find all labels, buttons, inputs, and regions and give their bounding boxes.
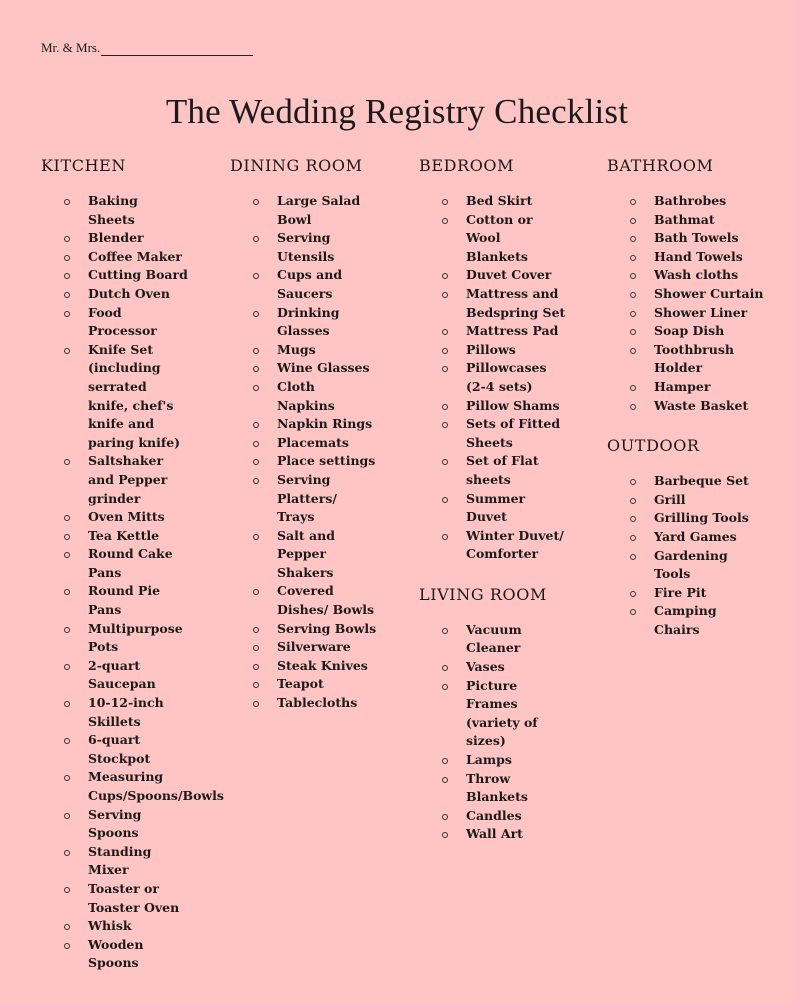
checklist-item-label: Multipurpose Pots	[88, 620, 183, 655]
circle-bullet-icon[interactable]	[64, 199, 70, 205]
checklist-item[interactable]	[41, 768, 224, 805]
circle-bullet-icon[interactable]	[64, 627, 70, 633]
circle-bullet-icon[interactable]	[630, 292, 636, 298]
checklist-item-label: Pillow Shams	[466, 397, 560, 413]
checklist-item-label: Baking Sheets	[88, 193, 138, 227]
checklist-item-label: Bathmat	[654, 211, 715, 227]
checklist-item[interactable]	[607, 397, 764, 416]
circle-bullet-icon[interactable]	[253, 199, 259, 205]
checklist-item[interactable]	[230, 434, 377, 453]
checklist-item[interactable]	[230, 452, 377, 471]
checklist-item-label: Gardening Tools	[654, 547, 728, 582]
circle-bullet-icon[interactable]	[64, 534, 70, 540]
circle-bullet-icon[interactable]	[630, 516, 636, 522]
checklist-item[interactable]	[41, 582, 188, 619]
checklist-item[interactable]	[41, 285, 188, 304]
circle-bullet-icon[interactable]	[442, 832, 448, 838]
checklist-item-label: Throw Blankets	[466, 770, 528, 805]
checklist-item-label: Bed Skirt	[466, 193, 533, 208]
checklist-item[interactable]	[607, 341, 764, 378]
checklist-item[interactable]	[607, 266, 764, 285]
circle-bullet-icon[interactable]	[253, 236, 259, 242]
checklist-item-label: Summer Duvet	[466, 490, 526, 525]
checklist-item-label: Barbeque Set	[654, 473, 749, 489]
circle-bullet-icon[interactable]	[630, 236, 636, 242]
checklist-item[interactable]	[419, 490, 566, 527]
checklist-item-label: Round Pie Pans	[88, 583, 161, 618]
circle-bullet-icon[interactable]	[253, 441, 259, 447]
checklist-item-label: Oven Mitts	[88, 509, 165, 525]
checklist-item[interactable]	[419, 359, 566, 396]
circle-bullet-icon[interactable]	[630, 348, 636, 354]
checklist-item-label: Shower Curtain	[654, 285, 764, 301]
circle-bullet-icon[interactable]	[64, 664, 70, 670]
checklist-item[interactable]	[41, 657, 188, 694]
checklist-item[interactable]	[230, 582, 377, 619]
checklist-item[interactable]	[419, 192, 566, 211]
checklist-item[interactable]	[41, 341, 188, 453]
checklist-item-label: Steak Knives	[277, 657, 368, 673]
circle-bullet-icon[interactable]	[630, 479, 636, 485]
circle-bullet-icon[interactable]	[442, 758, 448, 764]
circle-bullet-icon[interactable]	[253, 478, 259, 484]
checklist-item[interactable]	[607, 584, 764, 603]
item-list-living-room	[419, 621, 607, 844]
checklist-item[interactable]	[419, 341, 566, 360]
circle-bullet-icon[interactable]	[64, 775, 70, 781]
circle-bullet-icon[interactable]	[630, 385, 636, 391]
checklist-item-label: Tea Kettle	[88, 527, 160, 543]
column-bathroom-outdoor	[607, 155, 794, 639]
checklist-item-label: Picture Frames (variety of sizes)	[466, 677, 538, 749]
circle-bullet-icon[interactable]	[64, 255, 70, 261]
circle-bullet-icon[interactable]	[253, 366, 259, 372]
checklist-item-label: Lamps	[466, 752, 512, 768]
checklist-item-label: Drinking Glasses	[277, 304, 340, 339]
item-list-bathroom	[607, 192, 794, 415]
checklist-item-label: Silverware	[277, 639, 351, 655]
checklist-item[interactable]	[419, 415, 566, 452]
checklist-item-label: Placemats	[277, 434, 349, 450]
checklist-item-label: Dutch Oven	[88, 285, 170, 301]
checklist-item-label: Wall Art	[466, 826, 523, 842]
circle-bullet-icon[interactable]	[64, 348, 70, 354]
checklist-item[interactable]	[607, 472, 764, 491]
circle-bullet-icon[interactable]	[64, 552, 70, 558]
circle-bullet-icon[interactable]	[630, 609, 636, 615]
checklist-item-label: Place settings	[277, 453, 376, 469]
circle-bullet-icon[interactable]	[442, 348, 448, 354]
checklist-item[interactable]	[230, 359, 377, 378]
checklist-item[interactable]	[607, 285, 764, 304]
checklist-item-label: Standing Mixer	[88, 843, 152, 878]
circle-bullet-icon[interactable]	[64, 459, 70, 465]
checklist-item[interactable]	[41, 620, 188, 657]
checklist-item-label: Wooden Spoons	[88, 936, 144, 971]
section-heading-kitchen: KITCHEN	[41, 156, 127, 175]
checklist-item-label: Candles	[466, 807, 522, 823]
checklist-item-label: Napkin Rings	[277, 416, 373, 432]
circle-bullet-icon[interactable]	[442, 459, 448, 465]
circle-bullet-icon[interactable]	[253, 273, 259, 279]
checklist-item[interactable]	[607, 211, 764, 230]
checklist-item-label: Soap Dish	[654, 323, 725, 339]
checklist-item-label: Mugs	[277, 341, 316, 357]
checklist-item[interactable]	[41, 880, 188, 917]
checklist-item[interactable]	[41, 731, 188, 768]
circle-bullet-icon[interactable]	[64, 701, 70, 707]
checklist-item[interactable]	[419, 621, 566, 658]
circle-bullet-icon[interactable]	[64, 850, 70, 856]
checklist-item[interactable]	[41, 192, 188, 229]
circle-bullet-icon[interactable]	[64, 311, 70, 317]
circle-bullet-icon[interactable]	[253, 311, 259, 317]
checklist-item-label: Waste Basket	[654, 397, 749, 413]
checklist-item[interactable]	[230, 620, 377, 639]
checklist-item-label: Serving Bowls	[277, 620, 377, 636]
checklist-item-label: Bath Towels	[654, 230, 739, 246]
checklist-item[interactable]	[607, 491, 764, 510]
circle-bullet-icon[interactable]	[442, 814, 448, 820]
checklist-item-label: Measuring Cups/Spoons/Bowls	[88, 769, 224, 803]
checklist-item[interactable]	[230, 471, 377, 527]
checklist-item[interactable]	[419, 658, 566, 677]
checklist-item[interactable]	[230, 378, 377, 415]
checklist-item-label: Food Processor	[88, 304, 157, 339]
circle-bullet-icon[interactable]	[253, 422, 259, 428]
checklist-item[interactable]	[419, 211, 566, 267]
item-list-dining-room	[230, 192, 418, 713]
checklist-item[interactable]	[41, 936, 188, 973]
checklist-item[interactable]	[230, 527, 377, 583]
checklist-item[interactable]	[607, 528, 764, 547]
circle-bullet-icon[interactable]	[253, 682, 259, 688]
circle-bullet-icon[interactable]	[64, 273, 70, 279]
circle-bullet-icon[interactable]	[630, 591, 636, 597]
checklist-item[interactable]	[419, 807, 566, 826]
checklist-item-label: Sets of Fitted Sheets	[466, 416, 561, 450]
circle-bullet-icon[interactable]	[64, 813, 70, 819]
circle-bullet-icon[interactable]	[442, 366, 448, 372]
circle-bullet-icon[interactable]	[630, 255, 636, 261]
checklist-item-label: Grilling Tools	[654, 510, 749, 526]
item-list-bedroom	[419, 192, 607, 564]
checklist-item-label: Bathrobes	[654, 193, 727, 208]
checklist-item[interactable]	[41, 806, 188, 843]
checklist-item[interactable]	[41, 304, 188, 341]
checklist-item-label: Cotton or Wool Blankets	[466, 211, 533, 264]
circle-bullet-icon[interactable]	[442, 404, 448, 410]
checklist-item[interactable]	[607, 602, 764, 639]
circle-bullet-icon[interactable]	[442, 497, 448, 503]
circle-bullet-icon[interactable]	[64, 236, 70, 242]
circle-bullet-icon[interactable]	[630, 218, 636, 224]
circle-bullet-icon[interactable]	[253, 348, 259, 354]
checklist-item-label: 10-12-inch Skillets	[88, 695, 164, 729]
checklist-item[interactable]	[41, 452, 188, 508]
checklist-item[interactable]	[41, 694, 188, 731]
checklist-item[interactable]	[419, 452, 566, 489]
checklist-item-label: Saltshaker and Pepper grinder	[88, 453, 168, 506]
checklist-item-label: Toaster or Toaster Oven	[88, 880, 180, 915]
circle-bullet-icon[interactable]	[64, 515, 70, 521]
checklist-item[interactable]	[41, 843, 188, 880]
checklist-item[interactable]	[419, 770, 566, 807]
checklist-item[interactable]	[419, 397, 566, 416]
checklist-item[interactable]	[41, 545, 188, 582]
checklist-item[interactable]	[230, 229, 377, 266]
checklist-item[interactable]	[230, 638, 377, 657]
circle-bullet-icon[interactable]	[442, 665, 448, 671]
circle-bullet-icon[interactable]	[442, 628, 448, 634]
checklist-item-label: Vacuum Cleaner	[466, 621, 522, 656]
section-heading-dining-room: DINING ROOM	[230, 156, 363, 175]
checklist-item[interactable]	[419, 825, 566, 844]
checklist-item[interactable]	[41, 248, 188, 267]
circle-bullet-icon[interactable]	[64, 738, 70, 744]
checklist-item-label: Cups and Saucers	[277, 267, 343, 301]
circle-bullet-icon[interactable]	[630, 535, 636, 541]
checklist-item[interactable]	[230, 341, 377, 360]
page-title: The Wedding Registry Checklist	[165, 92, 629, 131]
circle-bullet-icon[interactable]	[630, 404, 636, 410]
checklist-item-label: Tablecloths	[277, 695, 358, 711]
circle-bullet-icon[interactable]	[630, 329, 636, 335]
checklist-item-label: Winter Duvet/ Comforter	[466, 527, 564, 562]
checklist-item-label: Salt and Pepper Shakers	[277, 527, 335, 580]
checklist-item[interactable]	[419, 527, 566, 564]
circle-bullet-icon[interactable]	[630, 199, 636, 205]
section-heading-outdoor: OUTDOOR	[607, 436, 700, 456]
checklist-item-label: Camping Chairs	[654, 603, 717, 637]
circle-bullet-icon[interactable]	[64, 887, 70, 893]
checklist-item-label: Toothbrush Holder	[654, 341, 734, 376]
checklist-item-label: Covered Dishes/ Bowls	[277, 583, 375, 618]
checklist-item-label: Mattress and Bedspring Set	[466, 285, 566, 320]
column-bedroom-living-room	[419, 155, 607, 844]
checklist-item[interactable]	[607, 192, 764, 211]
checklist-item[interactable]	[41, 527, 188, 546]
circle-bullet-icon[interactable]	[253, 627, 259, 633]
checklist-item-label: Knife Set (including serrated knife, chef's knife and paring knife)	[88, 341, 181, 450]
checklist-item-label: Coffee Maker	[88, 248, 182, 264]
checklist-item-label: Whisk	[88, 918, 132, 934]
item-list-kitchen	[41, 192, 229, 973]
checklist-item-label: Shower Liner	[654, 304, 748, 320]
checklist-item-label: Hamper	[654, 378, 711, 394]
circle-bullet-icon[interactable]	[442, 292, 448, 298]
checklist-item[interactable]	[230, 675, 377, 694]
checklist-item-label: Fire Pit	[654, 584, 707, 600]
section-heading-bedroom: BEDROOM	[419, 156, 515, 175]
checklist-item[interactable]	[230, 415, 377, 434]
item-list-outdoor	[607, 472, 794, 639]
checklist-item-label: 6-quart Stockpot	[88, 732, 151, 766]
circle-bullet-icon[interactable]	[64, 924, 70, 930]
circle-bullet-icon[interactable]	[253, 459, 259, 465]
checklist-item[interactable]	[607, 304, 764, 323]
circle-bullet-icon[interactable]	[630, 554, 636, 560]
circle-bullet-icon[interactable]	[630, 273, 636, 279]
checklist-item[interactable]	[419, 751, 566, 770]
checklist-item-label: Pillows	[466, 341, 516, 357]
circle-bullet-icon[interactable]	[630, 498, 636, 504]
checklist-item[interactable]	[230, 192, 377, 229]
checklist-item[interactable]	[230, 657, 377, 676]
checklist-item-label: Serving Platters/ Trays	[277, 471, 337, 525]
circle-bullet-icon[interactable]	[442, 777, 448, 783]
checklist-item[interactable]	[41, 508, 188, 527]
checklist-item[interactable]	[607, 547, 764, 584]
checklist-item-label: Wine Glasses	[277, 360, 370, 376]
checklist-item-label: Grill	[654, 491, 686, 507]
checklist-item[interactable]	[419, 285, 566, 322]
checklist-item[interactable]	[607, 322, 764, 341]
circle-bullet-icon[interactable]	[442, 273, 448, 279]
section-heading-bathroom: BATHROOM	[607, 156, 714, 175]
names-blank-line[interactable]	[101, 43, 253, 56]
circle-bullet-icon[interactable]	[442, 684, 448, 690]
checklist-item[interactable]	[607, 509, 764, 528]
checklist-item-label: Pillowcases (2-4 sets)	[466, 360, 547, 394]
checklist-item[interactable]	[419, 322, 566, 341]
checklist-item[interactable]	[41, 229, 188, 248]
names-label: Mr. & Mrs.	[41, 40, 101, 55]
checklist-item-label: Yard Games	[654, 528, 737, 544]
checklist-item-label: Set of Flat sheets	[466, 453, 539, 487]
checklist-item-label: Cloth Napkins	[277, 378, 335, 413]
checklist-item-label: Mattress Pad	[466, 323, 559, 339]
checklist-item-label: Serving Spoons	[88, 806, 142, 841]
checklist-item-label: 2-quart Saucepan	[88, 657, 156, 692]
checklist-item-label: Blender	[88, 230, 144, 246]
checklist-item[interactable]	[41, 917, 188, 936]
checklist-item-label: Duvet Cover	[466, 267, 552, 283]
checklist-item-label: Serving Utensils	[277, 230, 335, 264]
circle-bullet-icon[interactable]	[253, 589, 259, 595]
names-line	[41, 40, 253, 56]
column-dining-room	[230, 155, 418, 713]
circle-bullet-icon[interactable]	[253, 534, 259, 540]
circle-bullet-icon[interactable]	[64, 589, 70, 595]
section-heading-living-room: LIVING ROOM	[419, 584, 547, 604]
checklist-item[interactable]	[607, 378, 764, 397]
checklist-item[interactable]	[230, 266, 377, 303]
checklist-item-label: Cutting Board	[88, 267, 188, 283]
checklist-item-label: Teapot	[277, 676, 324, 692]
checklist-item[interactable]	[230, 304, 377, 341]
checklist-item-label: Round Cake Pans	[88, 546, 173, 580]
checklist-item[interactable]	[419, 266, 566, 285]
circle-bullet-icon[interactable]	[442, 199, 448, 205]
circle-bullet-icon[interactable]	[253, 385, 259, 391]
checklist-item-label: Hand Towels	[654, 248, 743, 264]
circle-bullet-icon[interactable]	[442, 329, 448, 335]
checklist-item-label: Large Salad Bowl	[277, 193, 361, 227]
circle-bullet-icon[interactable]	[64, 943, 70, 949]
checklist-item[interactable]	[41, 266, 188, 285]
checklist-item[interactable]	[419, 677, 566, 751]
circle-bullet-icon[interactable]	[253, 701, 259, 707]
column-kitchen	[41, 155, 229, 973]
circle-bullet-icon[interactable]	[442, 422, 448, 428]
checklist-item-label: Wash cloths	[654, 267, 739, 283]
circle-bullet-icon[interactable]	[253, 664, 259, 670]
circle-bullet-icon[interactable]	[442, 534, 448, 540]
circle-bullet-icon[interactable]	[630, 311, 636, 317]
checklist-item[interactable]	[607, 229, 764, 248]
checklist-item[interactable]	[607, 248, 764, 267]
checklist-item-label: Vases	[466, 659, 505, 675]
checklist-item[interactable]	[230, 694, 377, 713]
circle-bullet-icon[interactable]	[442, 218, 448, 224]
circle-bullet-icon[interactable]	[64, 292, 70, 298]
circle-bullet-icon[interactable]	[253, 645, 259, 651]
